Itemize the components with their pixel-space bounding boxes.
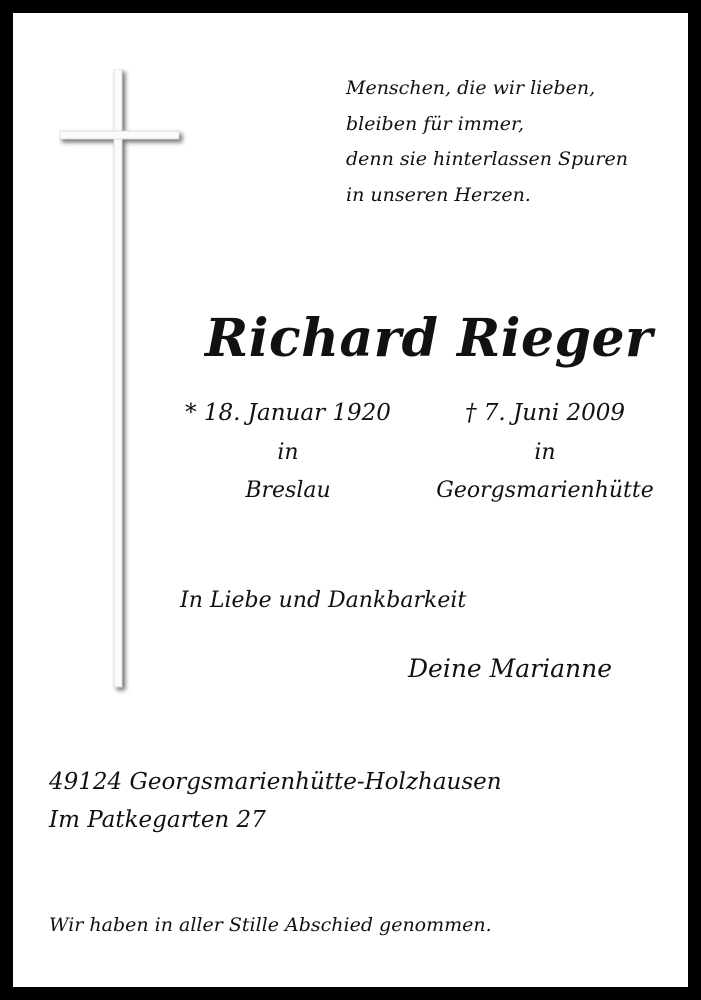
birth-place: Breslau (245, 478, 331, 503)
address-line-2: Im Patkegarten 27 (49, 807, 266, 833)
address-line-1: 49124 Georgsmarienhütte-Holzhausen (49, 769, 502, 795)
birth-in: in (277, 440, 299, 465)
verse-line-3: denn sie hinterlassen Spuren (346, 148, 628, 170)
verse-line-2: bleiben für immer, (346, 113, 525, 135)
death-date: † 7. Juni 2009 (464, 400, 626, 426)
verse-line-4: in unseren Herzen. (346, 184, 531, 206)
closing-text: In Liebe und Dankbarkeit (180, 588, 467, 613)
deceased-name: Richard Rieger (205, 308, 653, 369)
verse-line-1: Menschen, die wir lieben, (346, 77, 596, 99)
cross-icon (59, 69, 189, 699)
birth-date: * 18. Januar 1920 (185, 400, 391, 426)
signature: Deine Marianne (408, 654, 613, 683)
death-in: in (534, 440, 556, 465)
footer-text: Wir haben in aller Stille Abschied genommen. (49, 914, 492, 936)
death-place: Georgsmarienhütte (436, 478, 654, 503)
